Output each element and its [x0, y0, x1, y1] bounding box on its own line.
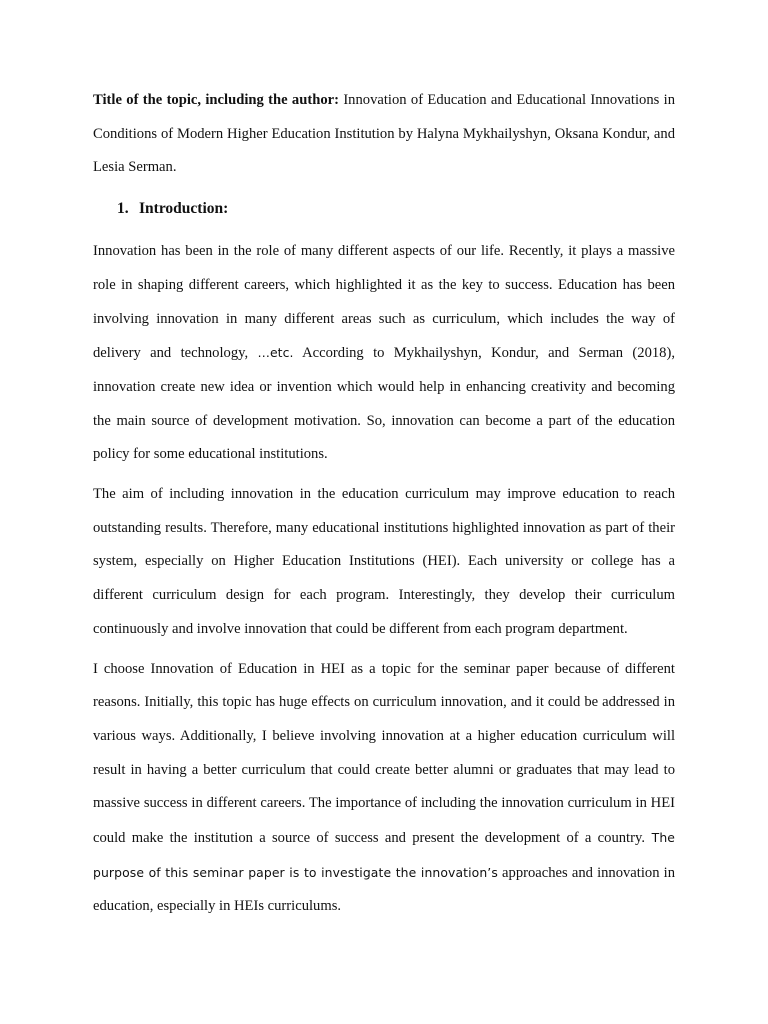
intro-paragraph-1-part-b: According to Mykhailyshyn, Kondur, and Serman (2018), innovation create new idea or invention which would help in enhancing creativity and becoming the main source of development motivation. So, innovation can become a part of the education policy for some educational institutions. — [93, 345, 675, 463]
intro-paragraph-3 — [93, 653, 675, 925]
title-text: Innovation of Education and Educational Innovations in Conditions of Modern Higher Education Institution by Halyna Mykhailyshyn, Oksana Kondur, and Lesia Serman. — [93, 92, 675, 176]
intro-paragraph-3-part-a: I choose Innovation of Education in HEI as a topic for the seminar paper because of different reasons. Initially, this topic has huge effects on curriculum innovation, and it could be addressed in various ways. Additionally, I believe involving innovation at a higher education curriculum will result in having a better curriculum that could create better alumni or graduates that may lead to massive success in different careers. The importance of including the innovation curriculum in HEI could make the institution a source of success and present the development of a country. — [93, 660, 675, 847]
section-heading-text: Introduction: — [139, 200, 229, 218]
intro-paragraph-1-etc: …etc. — [257, 345, 294, 361]
title-paragraph — [93, 84, 675, 185]
title-label: Title of the topic, including the author: — [93, 92, 339, 108]
intro-paragraph-2: The aim of including innovation in the education curriculum may improve education to reach outstanding results. Therefore, many educational institutions highlighted innovation as part of their system, especially on Higher Education Institutions (HEI). Each university or college has a different curriculum design for each program. Interestingly, they develop their curriculum continuously and involve innovation that could be different from each program department. — [93, 486, 675, 637]
intro-paragraph-3-part-b: The purpose of this seminar paper is to investigate the innovation’s — [93, 830, 675, 880]
document-page — [93, 84, 675, 924]
section-number: 1. — [117, 200, 129, 218]
intro-paragraph-1 — [93, 235, 675, 472]
intro-paragraph-3-part-c: approaches and innovation in education, especially in HEIs curriculums. — [93, 864, 675, 915]
section-heading — [93, 193, 675, 225]
intro-paragraph-1-part-a: Innovation has been in the role of many different aspects of our life. Recently, it plays a massive role in shaping different careers, which highlighted it as the key to success. Education has been involving innovation in many different areas such as curriculum, which includes the way of delivery and technology, — [93, 243, 675, 362]
